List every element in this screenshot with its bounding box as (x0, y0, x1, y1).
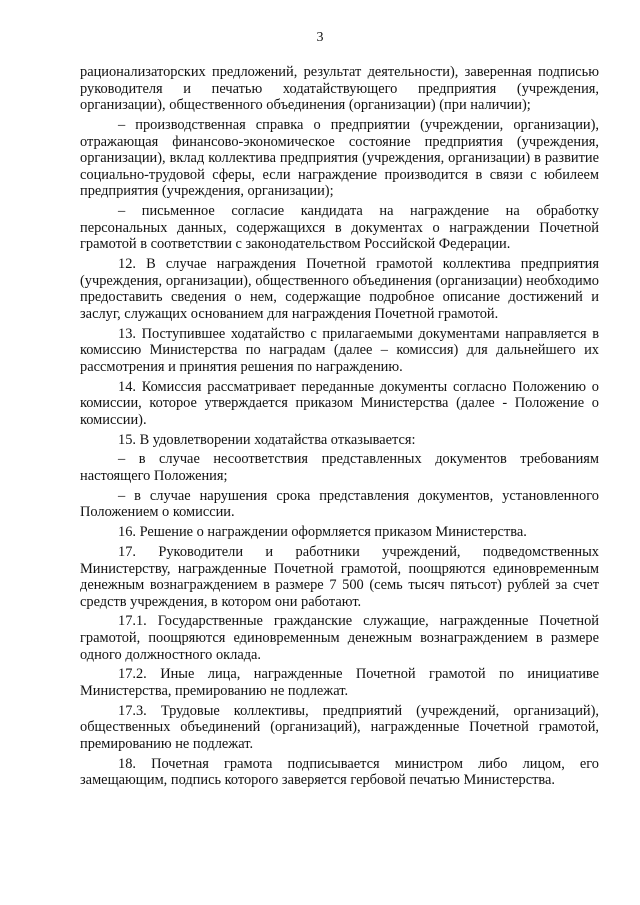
paragraph-clause-13: 13. Поступившее ходатайство с прилагаемыми документами направляется в комиссию Министерства по наградам (далее – комиссия) для дальнейшего их рассмотрения и принятия решения по награждению. (80, 325, 599, 375)
page-number: 3 (316, 30, 324, 45)
paragraph-personal-data-consent: – письменное согласие кандидата на награждение на обработку персональных данных, содержащихся в документах о награждении Почетной грамотой в соответствии с законодательством Российской Федерации. (80, 203, 599, 253)
paragraph-clause-17: 17. Руководители и работники учреждений, подведомственных Министерству, награжденные Почетной грамотой, поощряются единовременным денежным вознаграждением в размере 7 500 (семь тысяч пятьсот) рублей за счет средств учреждения, в котором они работают. (80, 543, 599, 610)
paragraph-continuation: рационализаторских предложений, результат деятельности), заверенная подписью руководителя и печатью ходатайствующего предприятия (учреждения, организации), общественного объединения (организации) (при наличии); (80, 64, 599, 114)
paragraph-refusal-reason-1: – в случае несоответствия представленных документов требованиям настоящего Положения; (80, 451, 599, 484)
paragraph-clause-12: 12. В случае награждения Почетной грамотой коллектива предприятия (учреждения, организации), общественного объединения (организации) необходимо предоставить сведения о нем, содержащие подробное описание достижений и заслуг, служащих основанием для награждения Почетной грамотой. (80, 256, 599, 322)
paragraph-clause-16: 16. Решение о награждении оформляется приказом Министерства. (118, 524, 527, 541)
document-body (80, 64, 599, 792)
paragraph-clause-14: 14. Комиссия рассматривает переданные документы согласно Положению о комиссии, которое утверждается приказом Министерства (далее - Положение о комиссии). (80, 378, 599, 428)
paragraph-clause-15: 15. В удовлетворении ходатайства отказывается: (118, 431, 416, 448)
paragraph-production-reference: – производственная справка о предприятии (учреждении, организации), отражающая финансово-экономическое состояние предприятия (учреждения, организации), вклад коллектива предприятия (учреждения, организации) в развитие социально-трудовой сферы, если награждение производится в связи с юбилеем предприятия (учреждения, организации); (80, 116, 599, 200)
paragraph-clause-17-3: 17.3. Трудовые коллективы, предприятий (учреждений, организаций), общественных объединений (организаций), награжденные Почетной грамотой, премированию не подлежат. (80, 702, 599, 752)
paragraph-clause-17-2: 17.2. Иные лица, награжденные Почетной грамотой по инициативе Министерства, премированию не подлежат. (80, 666, 599, 700)
paragraph-refusal-reason-2: – в случае нарушения срока представления документов, установленного Положением о комиссии. (80, 487, 599, 521)
paragraph-clause-18: 18. Почетная грамота подписывается министром либо лицом, его замещающим, подпись которого заверяется гербовой печатью Министерства. (80, 755, 599, 789)
paragraph-clause-17-1: 17.1. Государственные гражданские служащие, награжденные Почетной грамотой, поощряются единовременным денежным вознаграждением в размере одного должностного оклада. (80, 613, 599, 663)
